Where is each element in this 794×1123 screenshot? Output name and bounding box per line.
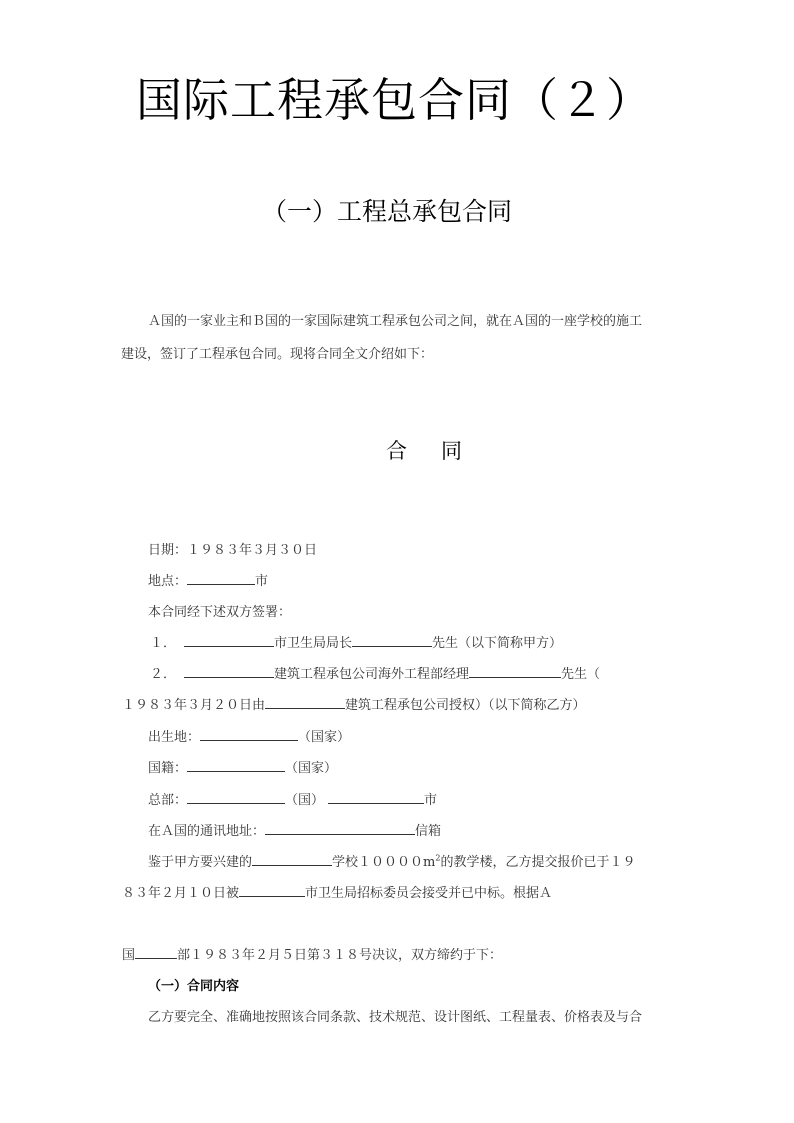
address-label: 在Ａ国的通讯地址：: [148, 824, 266, 839]
section-1-text: 乙方要完全、准确地按照该合同条款、技术规范、设计图纸、工程量表、价格表及与合: [148, 1010, 643, 1025]
nationality-label: 国籍：: [148, 761, 188, 776]
birthplace-suffix: （国家）: [298, 730, 351, 745]
place-suffix: 市: [255, 574, 269, 589]
intro-line-2: 建设，签订了工程承包合同。现将合同全文介绍如下：: [121, 347, 434, 362]
birthplace-blank[interactable]: [200, 728, 298, 741]
party2-date: １９８３年３月２０日由: [122, 698, 266, 713]
recital-line-3: [122, 944, 502, 963]
bureau-city-blank[interactable]: [239, 884, 305, 897]
party2-authorizer-blank[interactable]: [265, 696, 345, 709]
hq-country-suffix: （国）: [285, 793, 325, 808]
recital-line-2: [122, 882, 552, 901]
contract-heading-char-1: 合: [386, 439, 407, 463]
party2-suffix: 先生（: [561, 667, 601, 682]
school-blank[interactable]: [252, 853, 332, 866]
party2-company-blank[interactable]: [184, 665, 274, 678]
party1-title: 市卫生局局长: [274, 636, 353, 651]
party2-title: 建筑工程承包公司海外工程部经理: [274, 667, 470, 682]
nationality-suffix: （国家）: [285, 761, 338, 776]
recital-accepted: 市卫生局招标委员会接受并已中标。根据Ａ: [305, 886, 553, 901]
signed-by-line: 本合同经下述双方签署：: [148, 605, 292, 620]
document-title: 国际工程承包合同（２）: [136, 73, 653, 127]
party2-number: ２．: [150, 667, 177, 682]
party2-authorization: 建筑工程承包公司授权）（以下简称乙方）: [345, 698, 586, 713]
document-subtitle: （一）工程总承包合同: [262, 197, 513, 226]
contract-heading-char-2: 同: [441, 439, 462, 463]
party1-suffix: 先生（以下简称甲方）: [432, 636, 563, 651]
party1-line: [150, 632, 562, 651]
recital-prefix: 鉴于甲方要兴建的: [148, 855, 253, 870]
hq-label: 总部：: [148, 793, 188, 808]
place-line: [148, 570, 268, 589]
birthplace-label: 出生地：: [148, 730, 201, 745]
intro-line-1: Ａ国的一家业主和Ｂ国的一家国际建筑工程承包公司之间，就在Ａ国的一座学校的施工: [148, 314, 643, 329]
recital-date: ８３年２月１０日被: [122, 886, 240, 901]
party2-name-blank[interactable]: [469, 665, 561, 678]
recital-area: 学校１００００m: [332, 855, 436, 870]
recital-country: 国: [122, 948, 136, 963]
section-1-heading: （一）合同内容: [148, 979, 240, 994]
recital-bid: 的教学楼，乙方提交报价已于１９: [440, 855, 636, 870]
nationality-blank[interactable]: [187, 759, 285, 772]
place-label: 地点：: [148, 574, 188, 589]
headquarters-line: [148, 789, 437, 808]
address-blank[interactable]: [265, 822, 415, 835]
party1-name-blank[interactable]: [352, 634, 432, 647]
party2-line: [150, 663, 600, 682]
birthplace-line: [148, 726, 350, 745]
party2-line-2: [122, 694, 586, 713]
address-line: [148, 820, 441, 839]
superscript-2: 2: [435, 853, 441, 863]
hq-city-suffix: 市: [424, 793, 438, 808]
ministry-blank[interactable]: [135, 946, 177, 959]
recital-resolution: 部１９８３年２月５日第３１８号决议，双方缔约于下：: [177, 948, 503, 963]
recital-line-1: [148, 851, 635, 870]
hq-city-blank[interactable]: [328, 791, 424, 804]
nationality-line: [148, 757, 337, 776]
party1-number: １．: [150, 636, 177, 651]
party1-city-blank[interactable]: [184, 634, 274, 647]
contract-heading: [386, 435, 462, 465]
hq-country-blank[interactable]: [187, 791, 285, 804]
place-blank[interactable]: [187, 572, 255, 585]
address-suffix: 信箱: [415, 824, 442, 839]
date-line: 日期：１９８３年３月３０日: [148, 543, 318, 558]
